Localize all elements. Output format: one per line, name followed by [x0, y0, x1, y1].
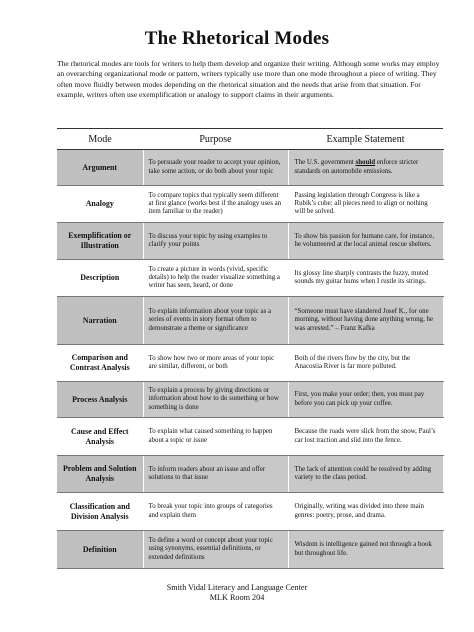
- footer-room: MLK Room 204: [209, 593, 265, 602]
- purpose-cell: To define a word or concept about your topic using synonyms, essential definitions, or extended definitions: [143, 531, 288, 569]
- example-cell: Because the roads were slick from the snow, Paul’s car lost traction and slid into the fence.: [288, 418, 443, 456]
- table-row: [57, 493, 443, 531]
- mode-cell: Definition: [57, 531, 143, 569]
- example-cell: First, you make your order; then, you must pay before you can pick up your coffee.: [288, 382, 443, 418]
- footer: [0, 583, 474, 603]
- header-example-statement: Example Statement: [288, 129, 443, 150]
- mode-cell: Analogy: [57, 186, 143, 223]
- table-row: [57, 418, 443, 456]
- mode-cell: Argument: [57, 150, 143, 186]
- mode-cell: Problem and Solution Analysis: [57, 456, 143, 493]
- purpose-cell: To inform readers about an issue and offer solutions to that issue: [143, 456, 288, 493]
- intro-paragraph: The rhetorical modes are tools for writers to help them develop and organize their writing. Although some works may employ an overarching organizational mode or pattern, writers typically use more than one mode throughout a piece of writing. They often move fluidly between modes depending on the rhetorical situation and the needs that arise from that situation. For example, writers often use exemplification or analogy to support claims in their arguments.: [57, 59, 440, 100]
- example-cell: “Someone must have slandered Josef K., for one morning, without having done anything wrong, he was arrested.” – Franz Kafka: [288, 297, 443, 345]
- table-header: [57, 129, 443, 150]
- table-row: [57, 223, 443, 260]
- table-row: [57, 297, 443, 345]
- header-purpose: Purpose: [143, 129, 288, 150]
- example-cell: The lack of attention could be resolved by adding variety to the class period.: [288, 456, 443, 493]
- example-cell: Originally, writing was divided into three main genres: poetry, prose, and drama.: [288, 493, 443, 531]
- example-cell: To show his passion for humane care, for instance, he volunteered at the local animal rescue shelters.: [288, 223, 443, 260]
- table-body: [57, 150, 443, 569]
- table-row: [57, 150, 443, 186]
- table-row: [57, 531, 443, 569]
- purpose-cell: To explain what caused something to happen about a topic or issue: [143, 418, 288, 456]
- purpose-cell: To compare topics that typically seem different at first glance (works best if the analogy uses an item familiar to the reader): [143, 186, 288, 223]
- example-text-before: The U.S. government: [294, 159, 356, 167]
- table-row: [57, 456, 443, 493]
- mode-cell: Process Analysis: [57, 382, 143, 418]
- purpose-cell: To discuss your topic by using examples to clarify your points: [143, 223, 288, 260]
- example-cell: [288, 150, 443, 186]
- purpose-cell: To break your topic into groups of categories and explain them: [143, 493, 288, 531]
- mode-cell: Exemplification or Illustration: [57, 223, 143, 260]
- example-text-after: enforce stricter standards on automobile emissions.: [294, 159, 419, 175]
- table-row: [57, 260, 443, 297]
- example-emphasis: should: [355, 159, 376, 167]
- table-row: [57, 382, 443, 418]
- table-row: [57, 345, 443, 382]
- rhetorical-modes-table: [57, 128, 444, 569]
- mode-cell: Comparison and Contrast Analysis: [57, 345, 143, 382]
- purpose-cell: To explain a process by giving directions or information about how to do something or how something is done: [143, 382, 288, 418]
- purpose-cell: To show how two or more areas of your topic are similar, different, or both: [143, 345, 288, 382]
- mode-cell: Classification and Division Analysis: [57, 493, 143, 531]
- table-row: [57, 186, 443, 223]
- mode-cell: Description: [57, 260, 143, 297]
- example-cell: Passing legislation through Congress is like a Rubik’s cube: all pieces need to align or nothing will be solved.: [288, 186, 443, 223]
- mode-cell: Cause and Effect Analysis: [57, 418, 143, 456]
- footer-center-name: Smith Vidal Literacy and Language Center: [166, 583, 308, 592]
- example-cell: Its glossy line sharply contrasts the fuzzy, muted sounds my guitar hums when I rustle its strings.: [288, 260, 443, 297]
- purpose-cell: To create a picture in words (vivid, specific details) to help the reader visualize something a writer has seen, heard, or done: [143, 260, 288, 297]
- example-cell: Wisdom is intelligence gained not through a book but throughout life.: [288, 531, 443, 569]
- mode-cell: Narration: [57, 297, 143, 345]
- purpose-cell: To explain information about your topic as a series of events in story format often to demonstrate a theme or significance: [143, 297, 288, 345]
- purpose-cell: To persuade your reader to accept your opinion, take some action, or do both about your topic: [143, 150, 288, 186]
- example-cell: Both of the rivers flow by the city, but the Anacostia River is far more polluted.: [288, 345, 443, 382]
- header-mode: Mode: [57, 129, 143, 150]
- page-title: The Rhetorical Modes: [144, 28, 330, 49]
